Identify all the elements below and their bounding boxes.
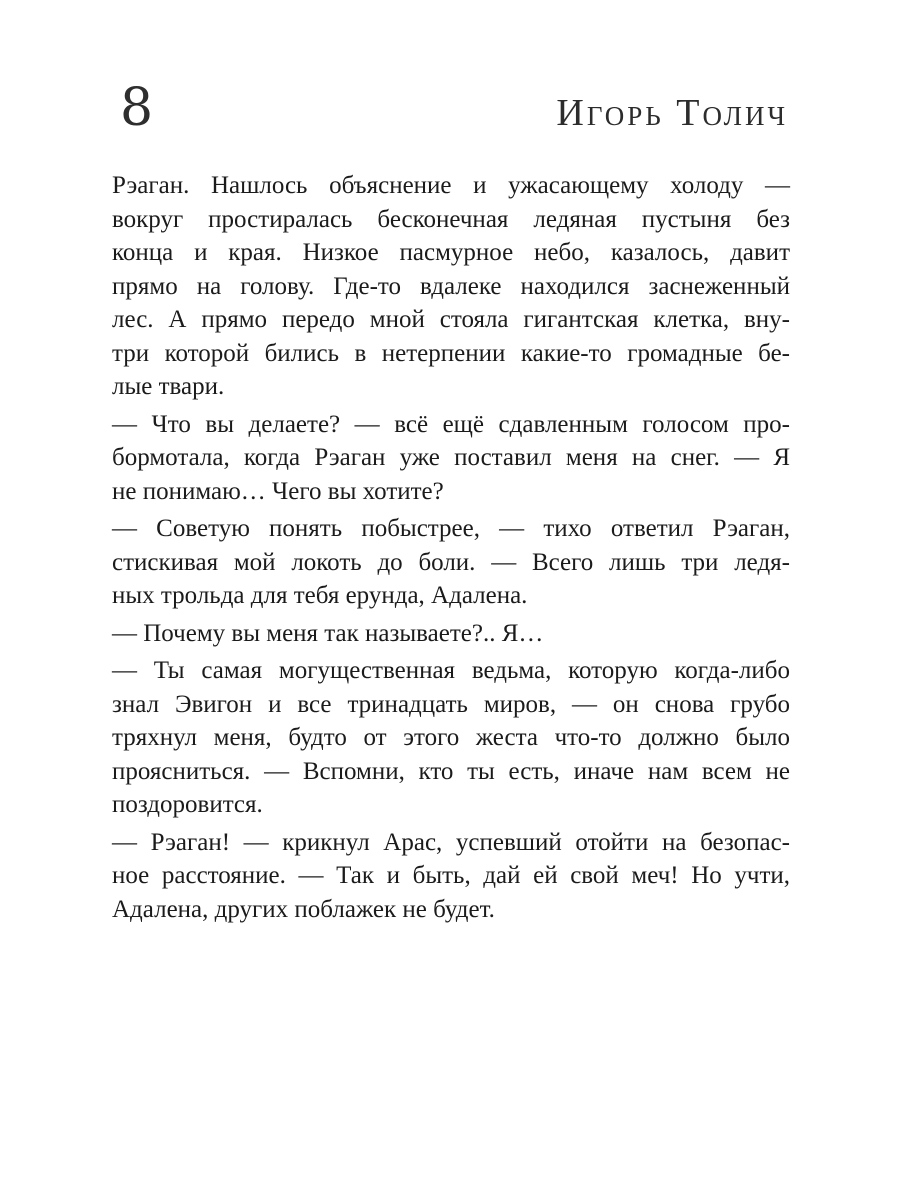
text-line: — Рэаган! — крикнул Арас, успевший отойти на безопас-: [112, 828, 790, 856]
paragraph: [112, 408, 790, 509]
text-block: [0, 138, 900, 926]
page-header: [0, 0, 900, 138]
running-head-author: Игорь Толич: [556, 92, 788, 134]
text-line: бормотала, когда Рэаган уже поставил меня на снег. — Я: [112, 444, 790, 471]
paragraph: [112, 826, 790, 927]
text-line: Адалена, других поблажек не будет.: [112, 895, 495, 923]
text-line: лые твари.: [112, 373, 225, 400]
text-line: лес. А прямо передо мной стояла гигантская клетка, вну-: [112, 306, 790, 333]
text-line: — Почему вы меня так называете?.. Я…: [112, 619, 544, 647]
text-line: не понимаю… Чего вы хотите?: [112, 477, 444, 505]
text-line: ное расстояние. — Так и быть, дай ей свой меч! Но учти,: [112, 862, 790, 889]
text-line: поздоровится.: [112, 791, 263, 818]
paragraph: [112, 617, 790, 651]
page-number: 8: [120, 78, 154, 138]
paragraph: [112, 512, 790, 613]
text-line: прямо на голову. Где-то вдалеке находился заснеженный: [112, 272, 790, 300]
text-line: Рэаган. Нашлось объяснение и ужасающему холоду —: [112, 172, 790, 199]
text-line: ных трольда для тебя ерунда, Адалена.: [112, 582, 528, 609]
paragraph: [112, 169, 790, 404]
text-line: конца и края. Низкое пасмурное небо, казалось, давит: [112, 239, 790, 266]
text-line: проясниться. — Вспомни, кто ты есть, иначе нам всем не: [112, 757, 790, 785]
text-line: знал Эвигон и все тринадцать миров, — он снова грубо: [112, 690, 790, 718]
text-line: три которой бились в нетерпении какие-то громадные бе-: [112, 339, 790, 367]
text-line: тряхнул меня, будто от этого жеста что-то должно было: [112, 724, 790, 751]
text-line: вокруг простиралась бесконечная ледяная пустыня без: [112, 205, 790, 233]
text-line: — Ты самая могущественная ведьма, которую когда-либо: [112, 657, 790, 684]
text-line: — Что вы делаете? — всё ещё сдавленным голосом про-: [112, 410, 790, 438]
paragraph: [112, 654, 790, 822]
text-line: — Советую понять побыстрее, — тихо ответил Рэаган,: [112, 515, 790, 542]
text-line: стискивая мой локоть до боли. — Всего лишь три ледя-: [112, 548, 790, 576]
